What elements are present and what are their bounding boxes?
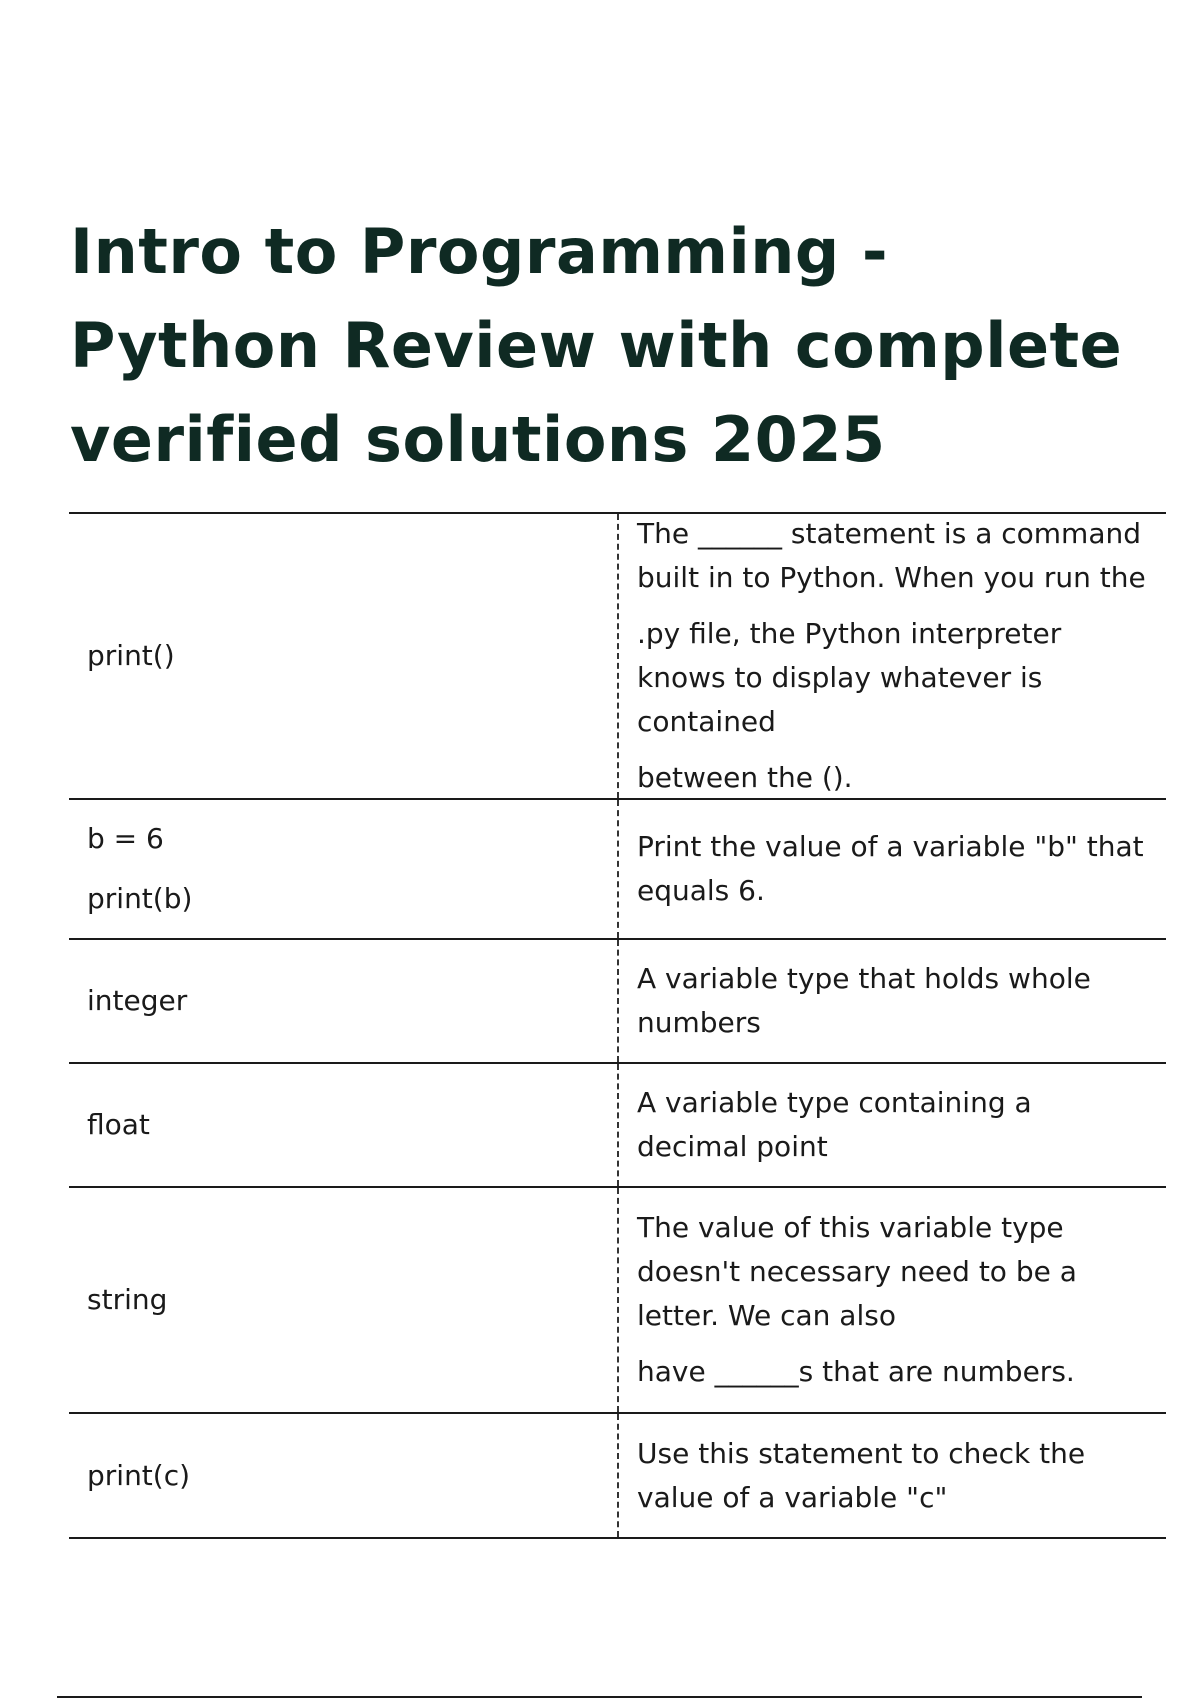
term-text: string (87, 1283, 168, 1316)
definition-text: between the (). (637, 761, 853, 794)
flashcard-row (69, 514, 1166, 800)
definition-cell (619, 940, 1166, 1062)
definition-text: have ______s that are numbers. (637, 1355, 1075, 1388)
term-text: float (87, 1108, 150, 1141)
definition-text: A variable type containing a decimal point (637, 1086, 1032, 1163)
term-text: integer (87, 984, 188, 1017)
term-cell (69, 1188, 619, 1412)
definition-text: The ______ statement is a command built in to Python. When you run the (637, 517, 1146, 594)
flashcard-row (69, 800, 1166, 940)
term-cell (69, 514, 619, 798)
definition-cell (619, 1188, 1166, 1412)
definition-text: Print the value of a variable "b" that equals 6. (637, 830, 1144, 907)
flashcard-row (69, 1414, 1166, 1539)
definition-cell (619, 1064, 1166, 1186)
definition-text: .py file, the Python interpreter knows to display whatever is contained (637, 617, 1062, 738)
definition-cell (619, 1414, 1166, 1537)
term-text: print(c) (87, 1458, 191, 1492)
definition-cell (619, 514, 1166, 798)
term-cell (69, 800, 619, 938)
term-text: b = 6 (87, 822, 164, 855)
definition-text: The value of this variable type doesn't necessary need to be a letter. We can also (637, 1211, 1077, 1332)
definition-text: Use this statement to check the value of a variable "c" (637, 1436, 1086, 1514)
term-text: print(b) (87, 882, 193, 915)
flashcard-row (69, 1064, 1166, 1188)
flashcard-table (69, 512, 1166, 1539)
flashcard-row (69, 1188, 1166, 1414)
document-title: Intro to Programming - Python Review with complete verified solutions 2025 (70, 215, 1123, 476)
term-text: print() (87, 639, 175, 672)
term-cell (69, 1064, 619, 1186)
definition-cell (619, 800, 1166, 938)
footer-divider (57, 1696, 1142, 1698)
flashcard-row (69, 940, 1166, 1064)
definition-text: A variable type that holds whole numbers (637, 962, 1091, 1039)
term-cell (69, 1414, 619, 1537)
term-cell (69, 940, 619, 1062)
